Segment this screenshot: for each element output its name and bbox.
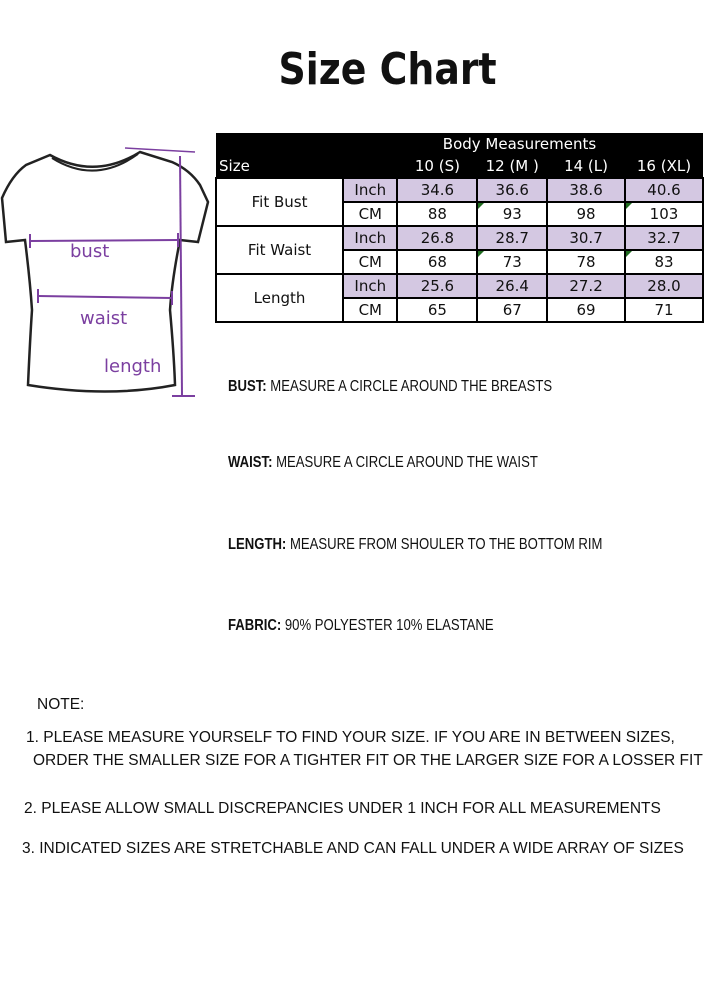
description-label: WAIST:: [228, 454, 273, 471]
value-cell: 38.6: [547, 178, 625, 202]
value-cell: 73: [477, 250, 547, 274]
description-label: BUST:: [228, 378, 267, 395]
note-item-1-line-1: 1. PLEASE MEASURE YOURSELF TO FIND YOUR SIZE. IF YOU ARE IN BETWEEN SIZES,: [26, 729, 675, 746]
unit-cell: CM: [343, 202, 397, 226]
size-label: Size: [216, 155, 397, 178]
value-cell: 28.7: [477, 226, 547, 250]
note-heading: NOTE:: [37, 696, 85, 713]
size-header: 12 (M ): [477, 155, 547, 178]
size-header: 16 (XL): [625, 155, 703, 178]
shirt-diagram: [0, 140, 215, 410]
note-item-1-line-2: ORDER THE SMALLER SIZE FOR A TIGHTER FIT OR THE LARGER SIZE FOR A LOSSER FIT: [33, 752, 703, 769]
value-cell: 67: [477, 298, 547, 322]
size-table: [215, 133, 704, 323]
description-label: FABRIC:: [228, 617, 282, 634]
value-cell: 78: [547, 250, 625, 274]
value-cell: 88: [397, 202, 477, 226]
table-size-row: [216, 155, 703, 178]
size-header: 10 (S): [397, 155, 477, 178]
row-group-label: Length: [216, 274, 343, 322]
value-cell: 40.6: [625, 178, 703, 202]
value-cell: 93: [477, 202, 547, 226]
page-title: Size Chart: [278, 44, 497, 95]
value-cell: 27.2: [547, 274, 625, 298]
bust-label: bust: [70, 241, 110, 262]
unit-cell: Inch: [343, 226, 397, 250]
value-cell: 30.7: [547, 226, 625, 250]
bust-description: [228, 378, 552, 396]
description-label: LENGTH:: [228, 536, 287, 553]
value-cell: 28.0: [625, 274, 703, 298]
waist-label: waist: [80, 308, 128, 329]
value-cell: 98: [547, 202, 625, 226]
waist-description: [228, 454, 538, 472]
table-heading-row: [216, 133, 703, 155]
value-cell: 34.6: [397, 178, 477, 202]
value-cell: 71: [625, 298, 703, 322]
description-text: MEASURE A CIRCLE AROUND THE WAIST: [276, 454, 538, 471]
row-group-label: Fit Bust: [216, 178, 343, 226]
value-cell: 36.6: [477, 178, 547, 202]
unit-cell: CM: [343, 298, 397, 322]
fabric-description: [228, 617, 494, 635]
value-cell: 68: [397, 250, 477, 274]
value-cell: 65: [397, 298, 477, 322]
table-row: [216, 226, 703, 250]
description-text: MEASURE A CIRCLE AROUND THE BREASTS: [270, 378, 553, 395]
length-description: [228, 536, 602, 554]
description-text: 90% POLYESTER 10% ELASTANE: [284, 617, 494, 634]
value-cell: 26.4: [477, 274, 547, 298]
value-cell: 69: [547, 298, 625, 322]
value-cell: 103: [625, 202, 703, 226]
length-label: length: [104, 356, 162, 377]
value-cell: 32.7: [625, 226, 703, 250]
table-row: [216, 274, 703, 298]
unit-cell: Inch: [343, 178, 397, 202]
row-group-label: Fit Waist: [216, 226, 343, 274]
note-item-2: 2. PLEASE ALLOW SMALL DISCREPANCIES UNDER 1 INCH FOR ALL MEASUREMENTS: [24, 800, 661, 817]
shoulder-guide-line: [125, 148, 195, 152]
description-text: MEASURE FROM SHOULER TO THE BOTTOM RIM: [289, 536, 603, 553]
unit-cell: Inch: [343, 274, 397, 298]
value-cell: 25.6: [397, 274, 477, 298]
table-row: [216, 178, 703, 202]
note-item-3: 3. INDICATED SIZES ARE STRETCHABLE AND CAN FALL UNDER A WIDE ARRAY OF SIZES: [22, 840, 684, 857]
table-heading: Body Measurements: [216, 133, 703, 155]
size-header: 14 (L): [547, 155, 625, 178]
unit-cell: CM: [343, 250, 397, 274]
value-cell: 26.8: [397, 226, 477, 250]
value-cell: 83: [625, 250, 703, 274]
